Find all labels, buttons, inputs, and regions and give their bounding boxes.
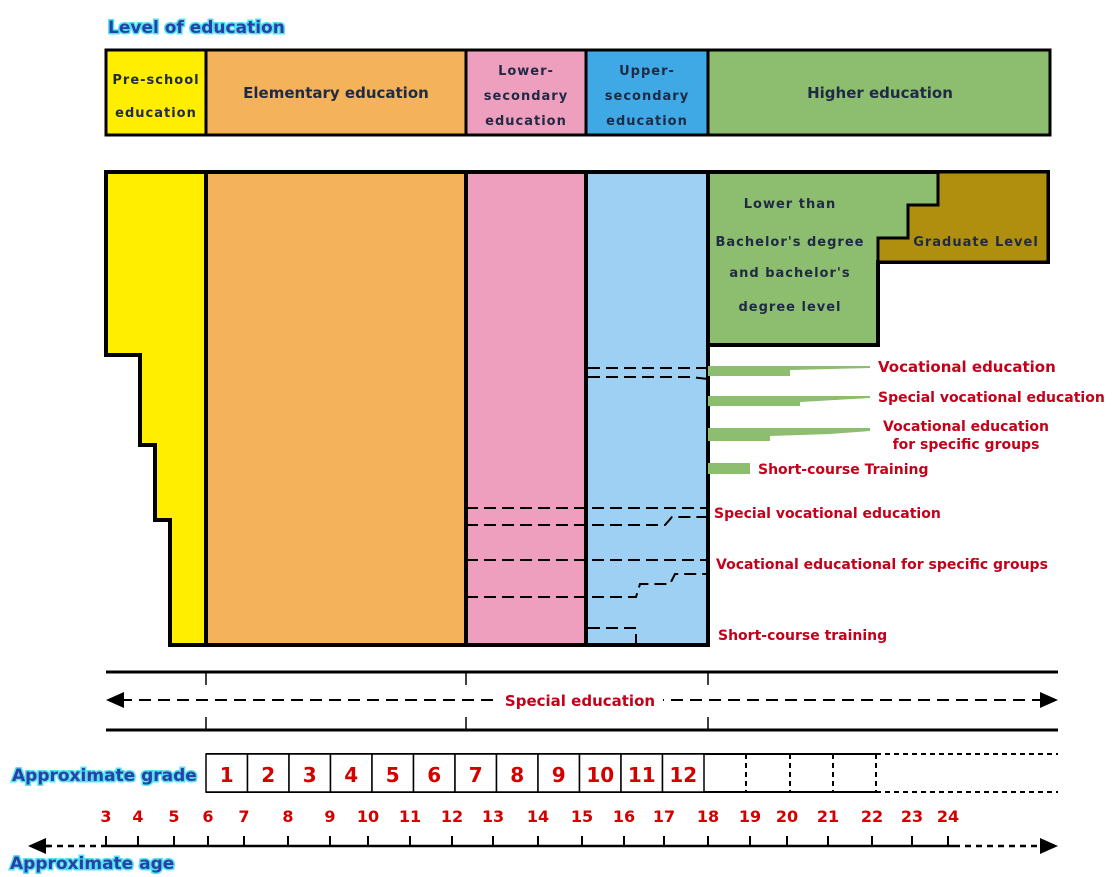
age-label: 13 xyxy=(481,807,505,826)
preschool-header xyxy=(106,50,206,135)
age-label: 8 xyxy=(282,807,294,826)
grade-number: 10 xyxy=(586,763,615,787)
grade-cells xyxy=(206,754,704,792)
age-arrow-right xyxy=(1040,838,1058,854)
bachelor-label-1: Lower than xyxy=(743,197,837,212)
age-label: 19 xyxy=(738,807,762,826)
age-label: 7 xyxy=(238,807,250,826)
age-label: 21 xyxy=(816,807,840,826)
preschool-block xyxy=(106,172,206,645)
special-vocational-wedge xyxy=(708,396,870,406)
age-label: 15 xyxy=(570,807,594,826)
grade-number: 8 xyxy=(510,763,525,787)
age-label: 10 xyxy=(356,807,380,826)
age-label: 9 xyxy=(324,807,336,826)
grade-number: 9 xyxy=(551,763,566,787)
elementary-label: Elementary education xyxy=(243,84,429,102)
age-label: 16 xyxy=(612,807,636,826)
age-label: 6 xyxy=(202,807,214,826)
specific-groups-wedge xyxy=(708,428,870,441)
age-label: 24 xyxy=(936,807,960,826)
age-arrow-left xyxy=(28,838,46,854)
grade-number: 4 xyxy=(344,763,359,787)
grade-number: 5 xyxy=(385,763,400,787)
age-label: 11 xyxy=(398,807,422,826)
body-blocks xyxy=(106,172,1048,645)
header-row xyxy=(106,50,1050,135)
vocational-wedge xyxy=(708,366,870,376)
age-label: 4 xyxy=(132,807,144,826)
bachelor-label-3: and bachelor's xyxy=(729,266,851,281)
grade-number: 12 xyxy=(669,763,698,787)
age-label: 23 xyxy=(900,807,924,826)
special-ed-arrow-right xyxy=(1040,692,1058,708)
level-of-education-title: Level of education xyxy=(108,18,285,38)
lower-secondary-label-2: secondary xyxy=(483,89,569,104)
special-vocational-higher-label: Special vocational education xyxy=(878,390,1105,406)
age-axis xyxy=(28,807,1058,854)
age-label: 18 xyxy=(696,807,720,826)
age-ticks xyxy=(100,807,959,846)
vocational-specific-lower-label: Vocational educational for specific groups xyxy=(716,557,1048,573)
grade-number: 2 xyxy=(261,763,276,787)
higher-education-label: Higher education xyxy=(807,84,953,102)
bachelor-label-4: degree level xyxy=(738,300,842,315)
grade-number: 7 xyxy=(468,763,483,787)
age-label: 20 xyxy=(775,807,799,826)
special-education-label: Special education xyxy=(504,692,656,710)
preschool-label-2: education xyxy=(115,106,197,121)
grade-number: 1 xyxy=(219,763,234,787)
approximate-grade-title: Approximate grade xyxy=(12,766,197,786)
vocational-specific-label-1: Vocational education xyxy=(883,419,1049,435)
grade-number: 3 xyxy=(302,763,317,787)
preschool-label-1: Pre-school xyxy=(112,73,200,88)
short-course-higher-label: Short-course Training xyxy=(758,462,929,478)
age-label: 3 xyxy=(100,807,112,826)
lower-secondary-label-1: Lower- xyxy=(498,64,554,79)
short-course-lower-label: Short-course training xyxy=(718,628,888,644)
elementary-block xyxy=(206,172,466,645)
special-education-band xyxy=(106,672,1058,730)
lower-secondary-label-3: education xyxy=(485,114,567,129)
grade-empty-dividers xyxy=(746,754,876,792)
vocational-specific-label-2: for specific groups xyxy=(892,437,1040,453)
upper-secondary-label-3: education xyxy=(606,114,688,129)
special-vocational-lower-label: Special vocational education xyxy=(714,506,941,522)
vocational-education-label: Vocational education xyxy=(878,358,1056,376)
grade-row xyxy=(206,754,1058,792)
age-label: 22 xyxy=(860,807,884,826)
age-label: 5 xyxy=(168,807,180,826)
graduate-label: Graduate Level xyxy=(913,235,1039,250)
vocational-wedges xyxy=(708,366,870,474)
lower-secondary-block xyxy=(466,172,586,645)
bachelor-label-2: Bachelor's degree xyxy=(715,235,865,250)
grade-number: 11 xyxy=(627,763,656,787)
age-label: 17 xyxy=(652,807,676,826)
grade-number: 6 xyxy=(427,763,442,787)
age-label: 12 xyxy=(440,807,464,826)
approximate-age-title: Approximate age xyxy=(10,854,175,874)
upper-secondary-label-2: secondary xyxy=(604,89,690,104)
age-label: 14 xyxy=(526,807,550,826)
special-ed-arrow-left xyxy=(106,692,124,708)
short-course-wedge xyxy=(708,463,750,474)
upper-secondary-label-1: Upper- xyxy=(619,64,675,79)
